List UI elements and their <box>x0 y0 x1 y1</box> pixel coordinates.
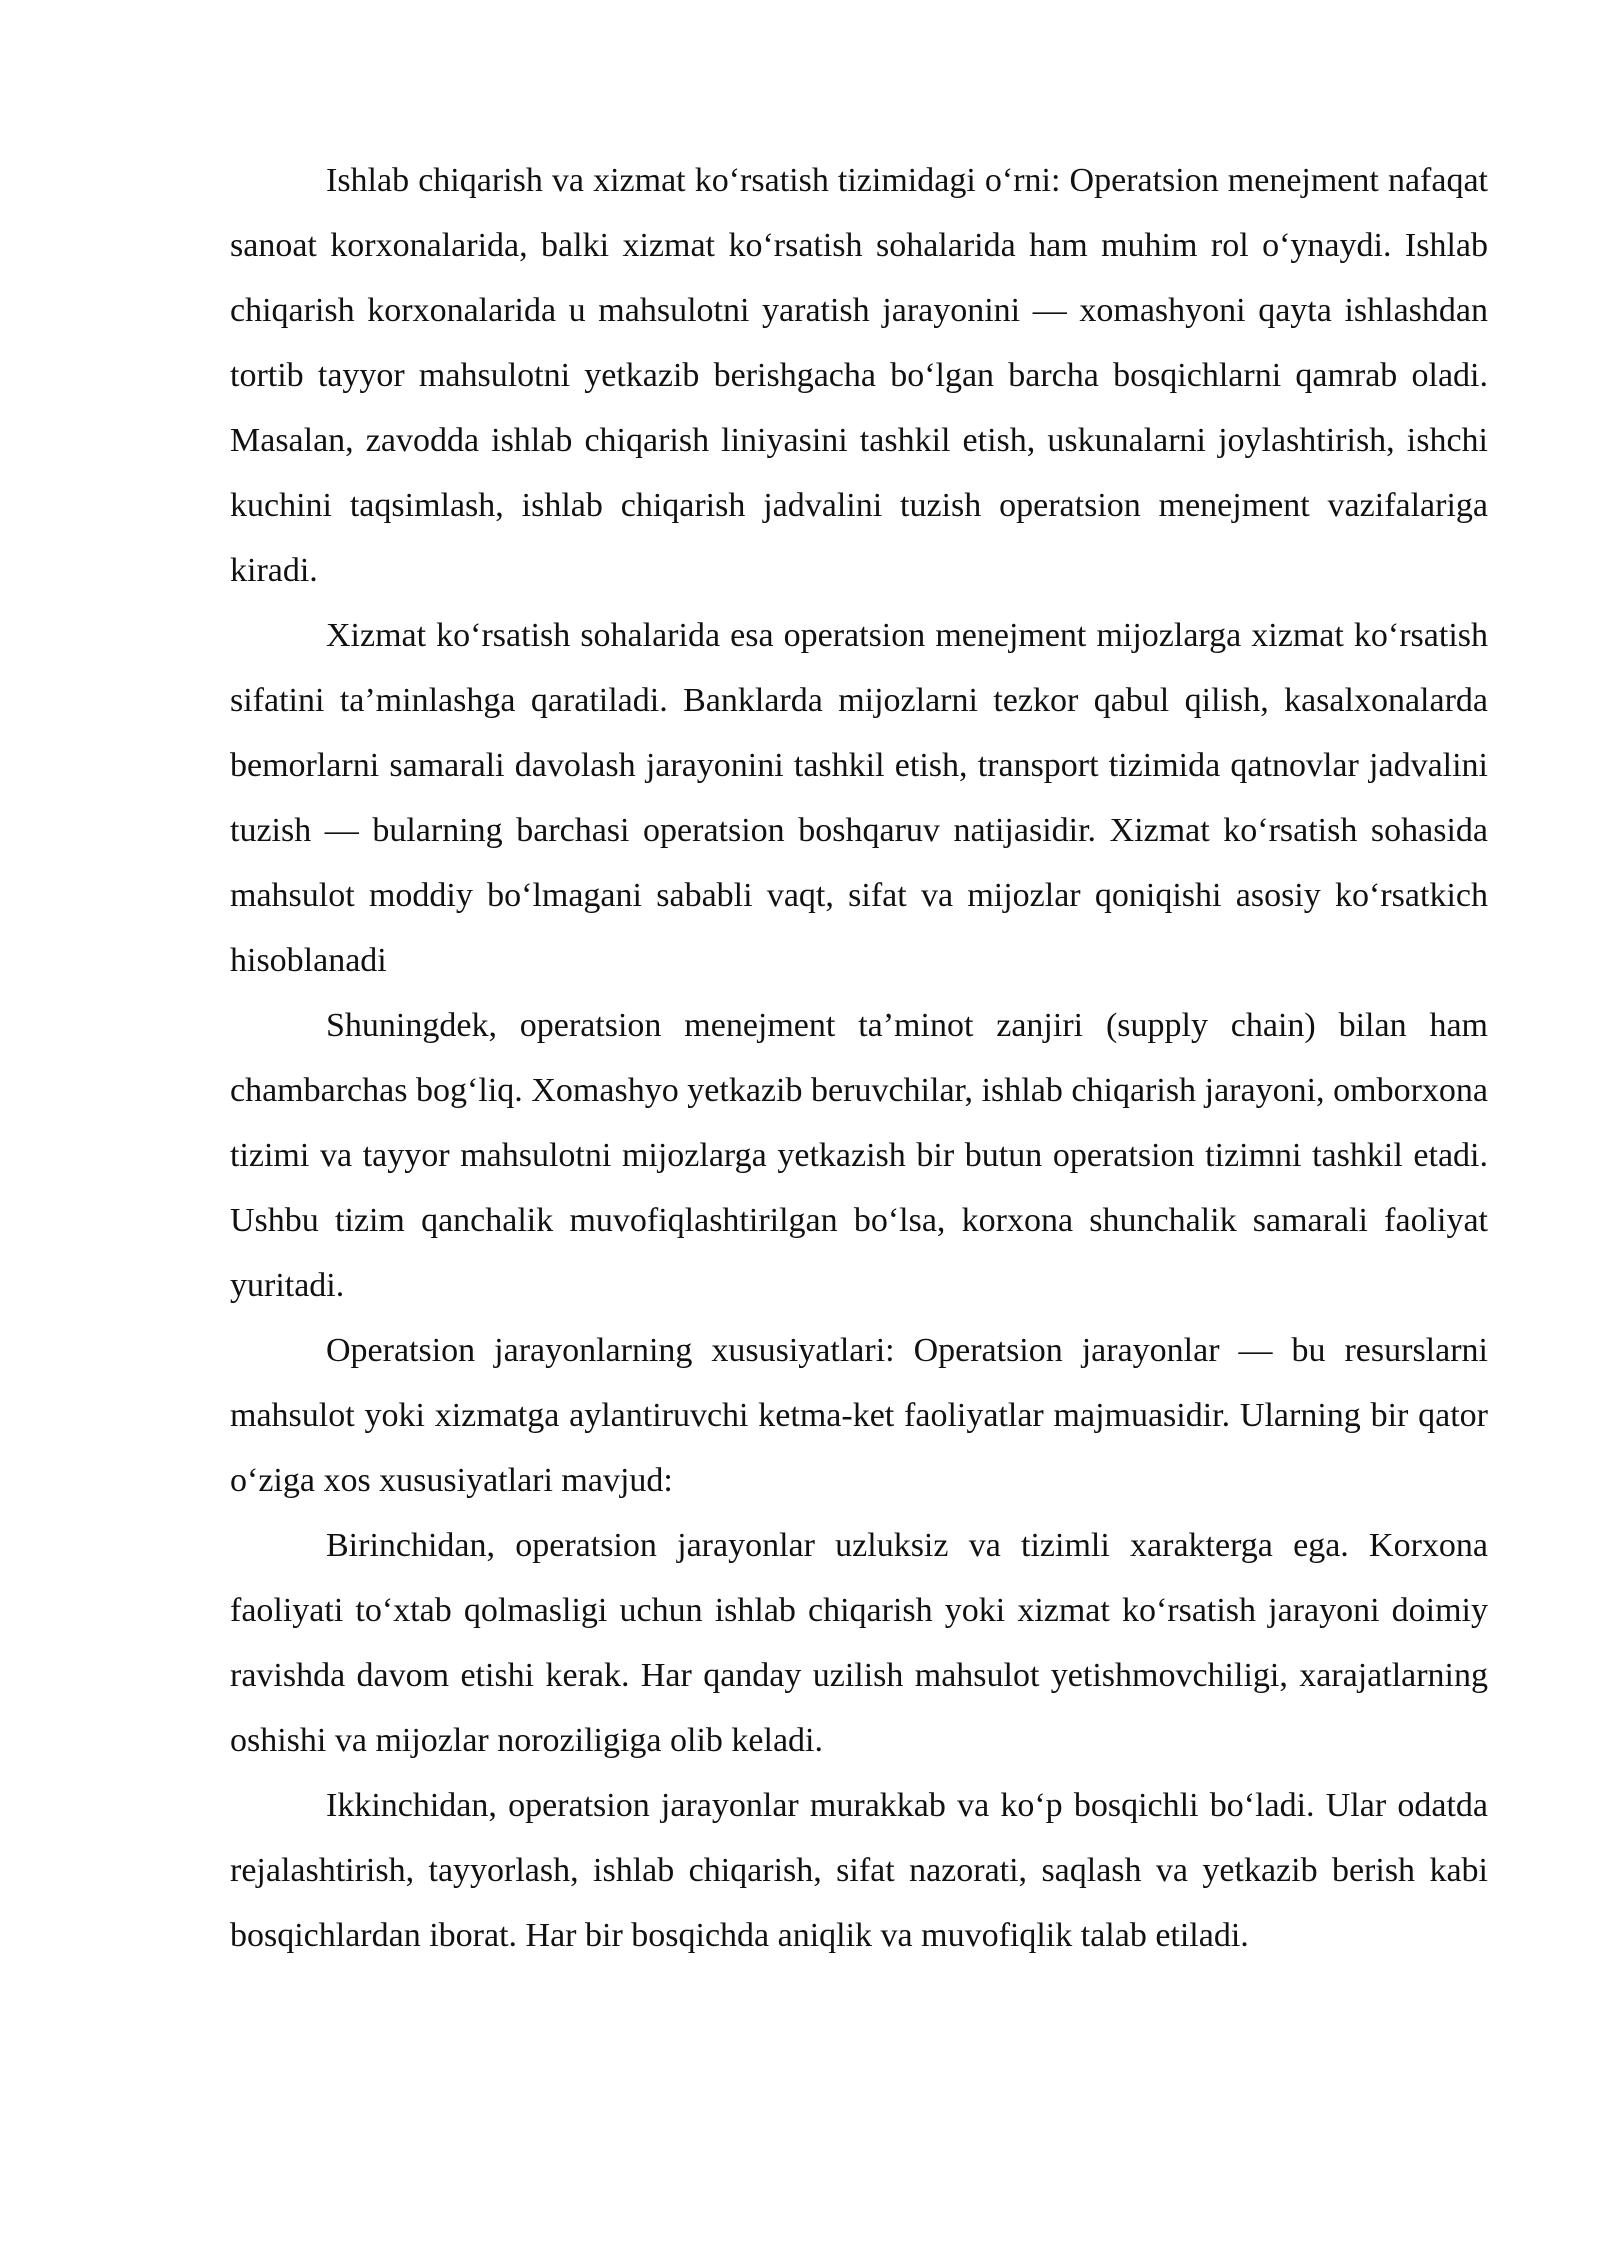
paragraph-first-feature: Birinchidan, operatsion jarayonlar uzluksiz va tizimli xarakterga ega. Korxona faoliyati to‘xtab qolmasligi uchun ishlab chiqarish yoki xizmat ko‘rsatish jarayoni doimiy ravishda davom etishi kerak. Har qanday uzilish mahsulot yetishmovchiligi, xarajatlarning oshishi va mijozlar noroziligiga olib keladi. <box>230 1527 1488 1759</box>
paragraph-supply-chain: Shuningdek, operatsion menejment ta’minot zanjiri (supply chain) bilan ham chambarchas bog‘liq. Xomashyo yetkazib beruvchilar, ishlab chiqarish jarayoni, omborxona tizimi va tayyor mahsulotni mijozlarga yetkazish bir butun operatsion tizimni tashkil etadi. Ushbu tizim qanchalik muvofiqlashtirilgan bo‘lsa, korxona shunchalik samarali faoliyat yuritadi. <box>230 1007 1488 1304</box>
paragraph-second-feature: Ikkinchidan, operatsion jarayonlar murakkab va ko‘p bosqichli bo‘ladi. Ular odatda rejalashtirish, tayyorlash, ishlab chiqarish, sifat nazorati, saqlash va yetkazib berish kabi bosqichlardan iborat. Har bir bosqichda aniqlik va muvofiqlik talab etiladi. <box>230 1787 1488 1954</box>
paragraph-process-features: Operatsion jarayonlarning xususiyatlari: Operatsion jarayonlar — bu resurslarni mahsulot yoki xizmatga aylantiruvchi ketma-ket faoliyatlar majmuasidir. Ularning bir qator o‘ziga xos xususiyatlari mavjud: <box>230 1332 1488 1499</box>
paragraph-production-service-role: Ishlab chiqarish va xizmat ko‘rsatish tizimidagi o‘rni: Operatsion menejment nafaqat sanoat korxonalarida, balki xizmat ko‘rsatish sohalarida ham muhim rol o‘ynaydi. Ishlab chiqarish korxonalarida u mahsulotni yaratish jarayonini — xomashyoni qayta ishlashdan tortib tayyor mahsulotni yetkazib berishgacha bo‘lgan barcha bosqichlarni qamrab oladi. Masalan, zavodda ishlab chiqarish liniyasini tashkil etish, uskunalarni joylashtirish, ishchi kuchini taqsimlash, ishlab chiqarish jadvalini tuzish operatsion menejment vazifalariga kiradi. <box>230 162 1488 589</box>
paragraph-service-sector: Xizmat ko‘rsatish sohalarida esa operatsion menejment mijozlarga xizmat ko‘rsatish sifatini ta’minlashga qaratiladi. Banklarda mijozlarni tezkor qabul qilish, kasalxonalarda bemorlarni samarali davolash jarayonini tashkil etish, transport tizimida qatnovlar jadvalini tuzish — bularning barchasi operatsion boshqaruv natijasidir. Xizmat ko‘rsatish sohasida mahsulot moddiy bo‘lmagani sababli vaqt, sifat va mijozlar qoniqishi asosiy ko‘rsatkich hisoblanadi <box>230 617 1488 979</box>
